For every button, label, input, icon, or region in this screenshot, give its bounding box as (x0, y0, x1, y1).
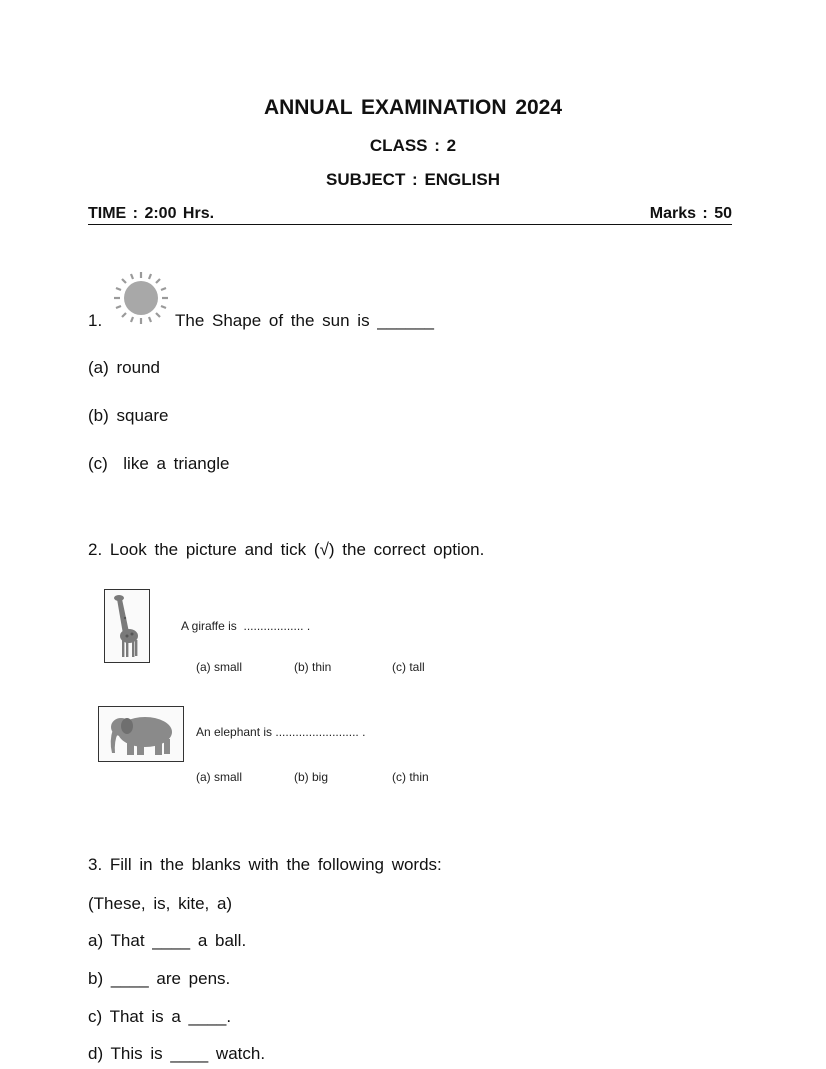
q3-line-c: c) That is a ____. (88, 1007, 232, 1026)
giraffe-option-a: (a) small (196, 660, 243, 674)
elephant-option-c: (c) thin (392, 770, 429, 784)
giraffe-option-c: (c) tall (392, 660, 425, 674)
elephant-image (98, 706, 184, 762)
elephant-option-b: (b) big (294, 770, 329, 784)
marks-label: Marks : 50 (649, 205, 732, 222)
elephant-option-a: (a) small (196, 770, 243, 784)
sun-icon (112, 270, 170, 326)
q1-option-a: (a) round (88, 358, 160, 377)
q3-line-a: a) That ____ a ball. (88, 931, 247, 950)
q2-text: 2. Look the picture and tick (√) the correct option. (88, 540, 485, 559)
q1-option-c: (c) like a triangle (88, 454, 230, 473)
giraffe-image (104, 589, 150, 663)
class-line: CLASS : 2 (369, 136, 457, 155)
q1-option-b: (b) square (88, 406, 169, 425)
q1-number: 1. (88, 311, 103, 330)
subject-line: SUBJECT : ENGLISH (325, 170, 501, 189)
time-label: TIME : 2:00 Hrs. (88, 205, 215, 222)
time-marks-row (88, 204, 732, 225)
q3-word-list: (These, is, kite, a) (88, 894, 233, 913)
elephant-statement: An elephant is ......................... . (196, 725, 366, 739)
q1-text: The Shape of the sun is ______ (175, 311, 435, 330)
giraffe-statement: A giraffe is .................. . (181, 619, 311, 633)
giraffe-option-b: (b) thin (294, 660, 332, 674)
exam-title: ANNUAL EXAMINATION 2024 (263, 96, 563, 119)
q3-line-b: b) ____ are pens. (88, 969, 231, 988)
q3-text: 3. Fill in the blanks with the following words: (88, 855, 442, 874)
q3-line-d: d) This is ____ watch. (88, 1044, 266, 1063)
